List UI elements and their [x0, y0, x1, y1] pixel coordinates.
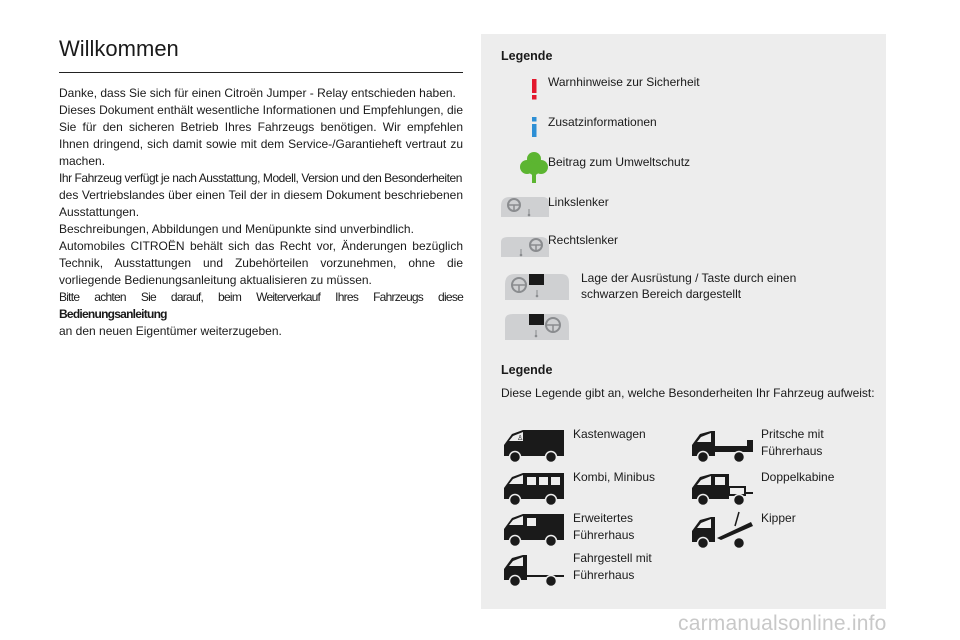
left-hand-drive-icon [499, 192, 551, 228]
manual-emphasis: Bedienungsanleitung [59, 307, 167, 321]
right-hand-drive-icon [499, 232, 551, 268]
vehicle-label-line-2: Führerhaus [761, 444, 823, 458]
vehicle-item-double-cab [689, 469, 879, 509]
title-divider [59, 72, 463, 73]
intro-paragraph-4: Beschreibungen, Abbildungen und Menüpunkte sind unverbindlich. [59, 222, 414, 236]
tree-environment-icon [499, 152, 551, 188]
van-icon [501, 426, 567, 466]
legend-item-environment [481, 152, 886, 188]
location-example-icon-lhd [503, 270, 571, 304]
vehicle-item-minibus [501, 469, 691, 509]
double-cab-icon [689, 469, 755, 509]
vehicle-label-line-2: Führerhaus [573, 568, 635, 582]
vehicle-label-line-1: Erweitertes [573, 511, 634, 525]
vehicle-label: Kipper [761, 511, 796, 525]
legend-item-label: Beitrag zum Umweltschutz [548, 155, 691, 169]
vehicle-label: Doppelkabine [761, 470, 835, 484]
legend-item-label: Linkslenker [548, 195, 609, 209]
chassis-cab-icon [501, 550, 567, 590]
intro-paragraph-5: Automobiles CITROËN behält sich das Recht vor, Änderungen bezüglich Technik, Ausstattungen und Zubehörteilen vorzunehmen, ohne die vorliegende Bedienungsanleitung aktualisieren zu müssen. [59, 239, 463, 287]
vehicle-label-line-1: Pritsche mit [761, 427, 824, 441]
intro-paragraph-3b: des Vertriebslandes über einen Teil der in diesem Dokument beschriebenen Ausstattungen. [59, 188, 463, 219]
intro-paragraph-6: Bitte achten Sie darauf, beim Weiterverkauf Ihres Fahrzeugs diese Bedienungsanleitung [59, 290, 463, 321]
location-text-line-2: schwarzen Bereich dargestellt [581, 287, 742, 301]
legend-subtitle: Diese Legende gibt an, welche Besonderheiten Ihr Fahrzeug aufweist: [501, 386, 875, 400]
info-icon [499, 114, 551, 150]
vehicle-label-line-1: Fahrgestell mit [573, 551, 652, 565]
legend-item-warning [481, 74, 886, 110]
legend-item-rhd [481, 232, 886, 268]
svg-text:♙: ♙ [517, 435, 524, 442]
intro-paragraph-3a: Ihr Fahrzeug verfügt je nach Ausstattung, Modell, Version und den Besonderheiten [59, 171, 462, 185]
watermark: carmanualsonline.info [678, 612, 887, 635]
tipper-icon [689, 510, 755, 550]
intro-paragraph-7: an den neuen Eigentümer weiterzugeben. [59, 324, 282, 338]
legend-item-info [481, 114, 886, 150]
welcome-section [59, 36, 463, 340]
vehicle-label-line-2: Führerhaus [573, 528, 635, 542]
intro-paragraph-2: Dieses Dokument enthält wesentliche Informationen und Empfehlungen, die Sie für den sicheren Betrieb Ihres Fahrzeugs benötigen. Wir empfehlen Ihnen dringend, sich damit sowie mit dem Service-/Garantieheft vertraut zu machen. [59, 103, 463, 168]
vehicle-item-van [501, 426, 691, 466]
vehicle-label: Kastenwagen [573, 427, 646, 441]
legend-panel [481, 34, 886, 609]
legend-item-label: Warnhinweise zur Sicherheit [548, 75, 700, 89]
vehicle-item-chassis-cab [501, 550, 691, 590]
location-example-icon-rhd [503, 310, 571, 344]
legend-item-lhd [481, 192, 886, 228]
vehicle-label: Kombi, Minibus [573, 470, 656, 484]
vehicle-item-tipper [689, 510, 879, 550]
legend-title-2: Legende [501, 363, 553, 377]
legend-title-1: Legende [501, 49, 553, 63]
legend-item-label: Rechtslenker [548, 233, 619, 247]
location-text-line-1: Lage der Ausrüstung / Taste durch einen [581, 271, 797, 285]
minibus-icon [501, 469, 567, 509]
intro-paragraph-1: Danke, dass Sie sich für einen Citroën Jumper - Relay entschieden haben. [59, 86, 456, 100]
vehicle-item-platform-cab [689, 426, 879, 466]
vehicle-item-extended-cab [501, 510, 691, 550]
page-title: Willkommen [59, 36, 179, 61]
platform-cab-icon [689, 426, 755, 466]
extended-cab-icon [501, 510, 567, 550]
legend-item-label: Zusatzinformationen [548, 115, 657, 129]
warning-exclamation-icon [499, 74, 551, 110]
